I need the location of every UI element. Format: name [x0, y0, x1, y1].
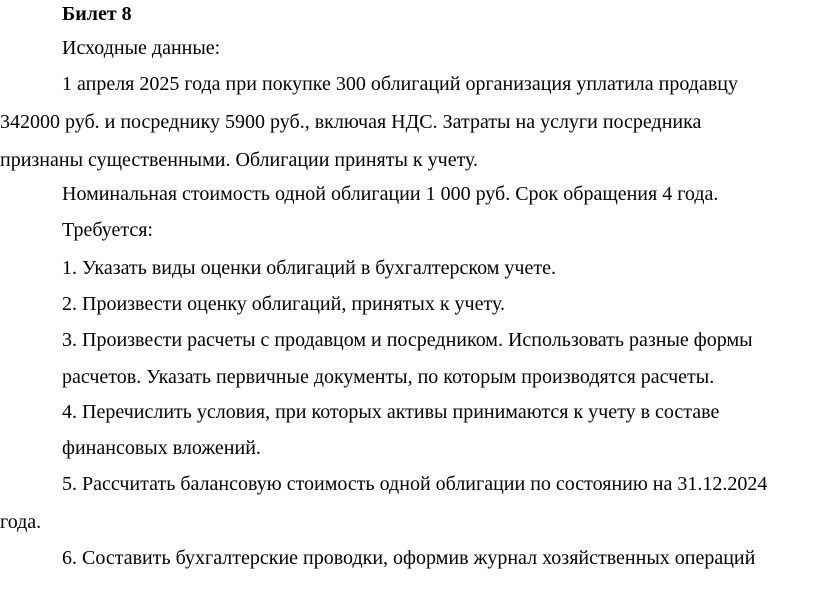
heading-required: Требуется:	[62, 219, 153, 241]
task-2: 2. Произвести оценку облигаций, принятых к учету.	[62, 293, 505, 315]
paragraph-purchase-line-1: 1 апреля 2025 года при покупке 300 облигаций организация уплатила продавцу	[62, 73, 738, 95]
task-6: 6. Составить бухгалтерские проводки, оформив журнал хозяйственных операций	[62, 547, 756, 569]
paragraph-purchase-line-3: признаны существенными. Облигации приняты к учету.	[0, 149, 479, 171]
ticket-title: Билет 8	[62, 3, 132, 25]
paragraph-nominal-value: Номинальная стоимость одной облигации 1 000 руб. Срок обращения 4 года.	[62, 183, 719, 205]
task-1: 1. Указать виды оценки облигаций в бухгалтерском учете.	[62, 257, 556, 279]
paragraph-purchase-line-2: 342000 руб. и посреднику 5900 руб., включая НДС. Затраты на услуги посредника	[0, 111, 702, 133]
task-5-line-1: 5. Рассчитать балансовую стоимость одной облигации по состоянию на 31.12.2024	[62, 473, 768, 495]
task-4-line-1: 4. Перечислить условия, при которых активы принимаются к учету в составе	[62, 401, 720, 423]
task-4-line-2: финансовых вложений.	[62, 437, 261, 459]
heading-input-data: Исходные данные:	[62, 37, 221, 59]
task-3-line-2: расчетов. Указать первичные документы, по которым производятся расчеты.	[62, 366, 715, 388]
task-5-line-2: года.	[0, 511, 42, 533]
task-3-line-1: 3. Произвести расчеты с продавцом и посредником. Использовать разные формы	[62, 329, 753, 351]
